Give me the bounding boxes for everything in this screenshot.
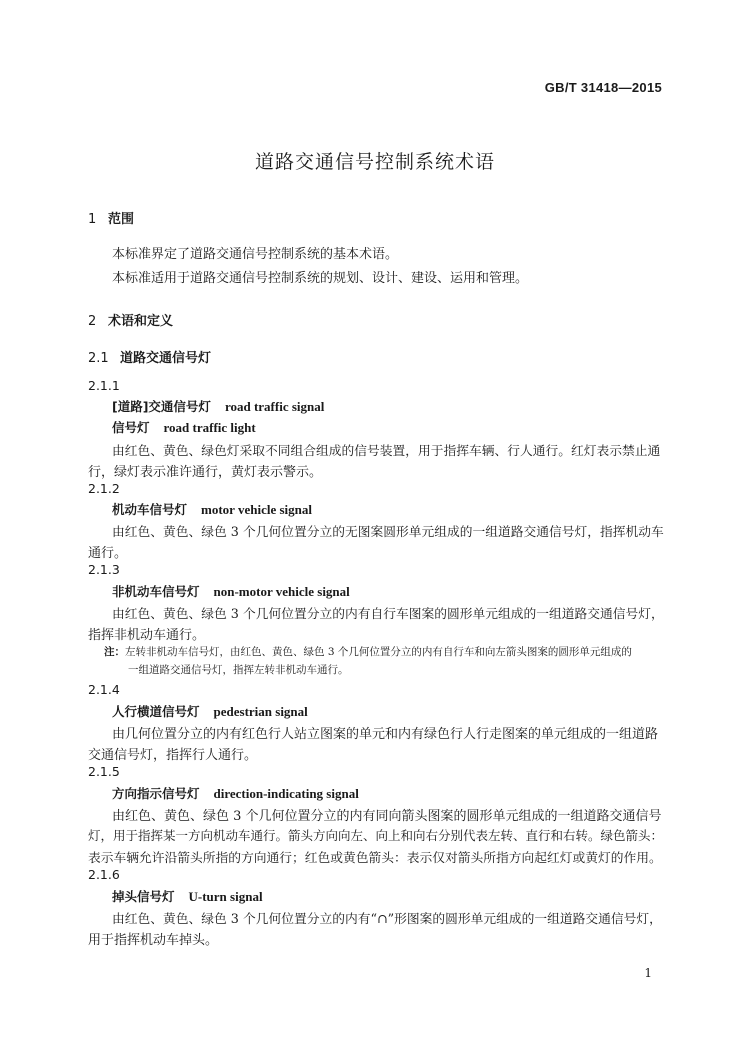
section-2-heading xyxy=(88,310,173,329)
section-2-1-heading xyxy=(88,347,211,366)
definition-line: 由红色、黄色、绿色 3 个几何位置分立的内有“∩”形图案的圆形单元组成的一组道路交通信号灯， xyxy=(112,912,662,927)
document-title: 道路交通信号控制系统术语 xyxy=(254,151,495,173)
definition-line: 指挥非机动车通行。 xyxy=(88,628,206,643)
term-en: pedestrian signal xyxy=(213,704,308,719)
term-en: road traffic signal xyxy=(224,399,325,414)
definition-line: 由红色、黄色、绿色灯采取不同组合组成的信号装置，用于指挥车辆、行人通行。红灯表示禁止通 xyxy=(112,444,661,459)
definition-line: 交通信号灯，指挥行人通行。 xyxy=(88,748,258,763)
paragraph: 本标准界定了道路交通信号控制系统的基本术语。 xyxy=(112,247,399,262)
section-number: 1 xyxy=(88,212,97,227)
term-en: motor vehicle signal xyxy=(201,502,312,517)
term-zh: 人行横道信号灯 xyxy=(112,704,200,719)
section-title: 范围 xyxy=(108,212,135,227)
definition-line: 由几何位置分立的内有红色行人站立图案的单元和内有绿色行人行走图案的单元组成的一组道路 xyxy=(112,727,659,742)
term-en: direction-indicating signal xyxy=(213,786,359,801)
page-number: 1 xyxy=(644,966,652,980)
definition-line: 由红色、黄色、绿色 3 个几何位置分立的内有自行车图案的圆形单元组成的一组道路交通信号灯， xyxy=(112,607,664,622)
standard-number: GB/T 31418—2015 xyxy=(544,80,662,95)
term-zh: 掉头信号灯 xyxy=(112,889,175,904)
term-zh: 方向指示信号灯 xyxy=(112,786,200,801)
definition-line: 用于指挥机动车掉头。 xyxy=(88,933,219,948)
note-text: 左转非机动车信号灯，由红色、黄色、绿色 3 个几何位置分立的内有自行车和向左箭头图案的圆形单元组成的 xyxy=(125,646,632,658)
term-heading xyxy=(112,784,359,802)
term-heading xyxy=(112,582,350,600)
definition-line: 灯，用于指挥某一方向机动车通行。箭头方向向左、向上和向右分别代表左转、直行和右转。绿色箭头： xyxy=(88,828,664,843)
term-zh: 信号灯 xyxy=(112,420,150,435)
term-en: U-turn signal xyxy=(188,889,263,904)
clause-number: 2.1.5 xyxy=(88,764,120,779)
definition-line: 表示车辆允许沿箭头所指的方向通行；红色或黄色箭头：表示仅对箭头所指方向起红灯或黄灯的作用。 xyxy=(88,851,662,866)
paragraph: 本标准适用于道路交通信号控制系统的规划、设计、建设、运用和管理。 xyxy=(112,271,529,286)
clause-number: 2.1.6 xyxy=(88,867,120,882)
section-1-heading xyxy=(88,208,134,227)
term-en: non-motor vehicle signal xyxy=(213,584,350,599)
term-heading xyxy=(112,397,324,415)
section-title: 道路交通信号灯 xyxy=(120,351,212,366)
definition-line: 通行。 xyxy=(88,546,128,561)
definition-line: 由红色、黄色、绿色 3 个几何位置分立的内有同向箭头图案的圆形单元组成的一组道路交通信号 xyxy=(112,809,662,824)
term-heading xyxy=(112,702,308,720)
section-title: 术语和定义 xyxy=(108,314,174,329)
term-en: road traffic light xyxy=(163,420,256,435)
term-zh: [道路]交通信号灯 xyxy=(112,399,211,414)
note xyxy=(104,644,632,659)
clause-number: 2.1.3 xyxy=(88,562,120,577)
section-number: 2 xyxy=(88,314,97,329)
note-label: 注： xyxy=(104,646,125,658)
term-zh: 机动车信号灯 xyxy=(112,502,188,517)
section-number: 2.1 xyxy=(88,351,109,366)
term-heading xyxy=(112,500,312,518)
clause-number: 2.1.4 xyxy=(88,682,120,697)
term-synonym xyxy=(112,418,256,436)
definition-line: 行，绿灯表示准许通行，黄灯表示警示。 xyxy=(88,465,323,480)
clause-number: 2.1.2 xyxy=(88,481,120,496)
definition-line: 由红色、黄色、绿色 3 个几何位置分立的无图案圆形单元组成的一组道路交通信号灯，指挥机动车 xyxy=(112,525,664,540)
clause-number: 2.1.1 xyxy=(88,378,120,393)
term-zh: 非机动车信号灯 xyxy=(112,584,200,599)
note-continuation: 一组道路交通信号灯，指挥左转非机动车通行。 xyxy=(128,664,349,676)
term-heading xyxy=(112,887,263,905)
